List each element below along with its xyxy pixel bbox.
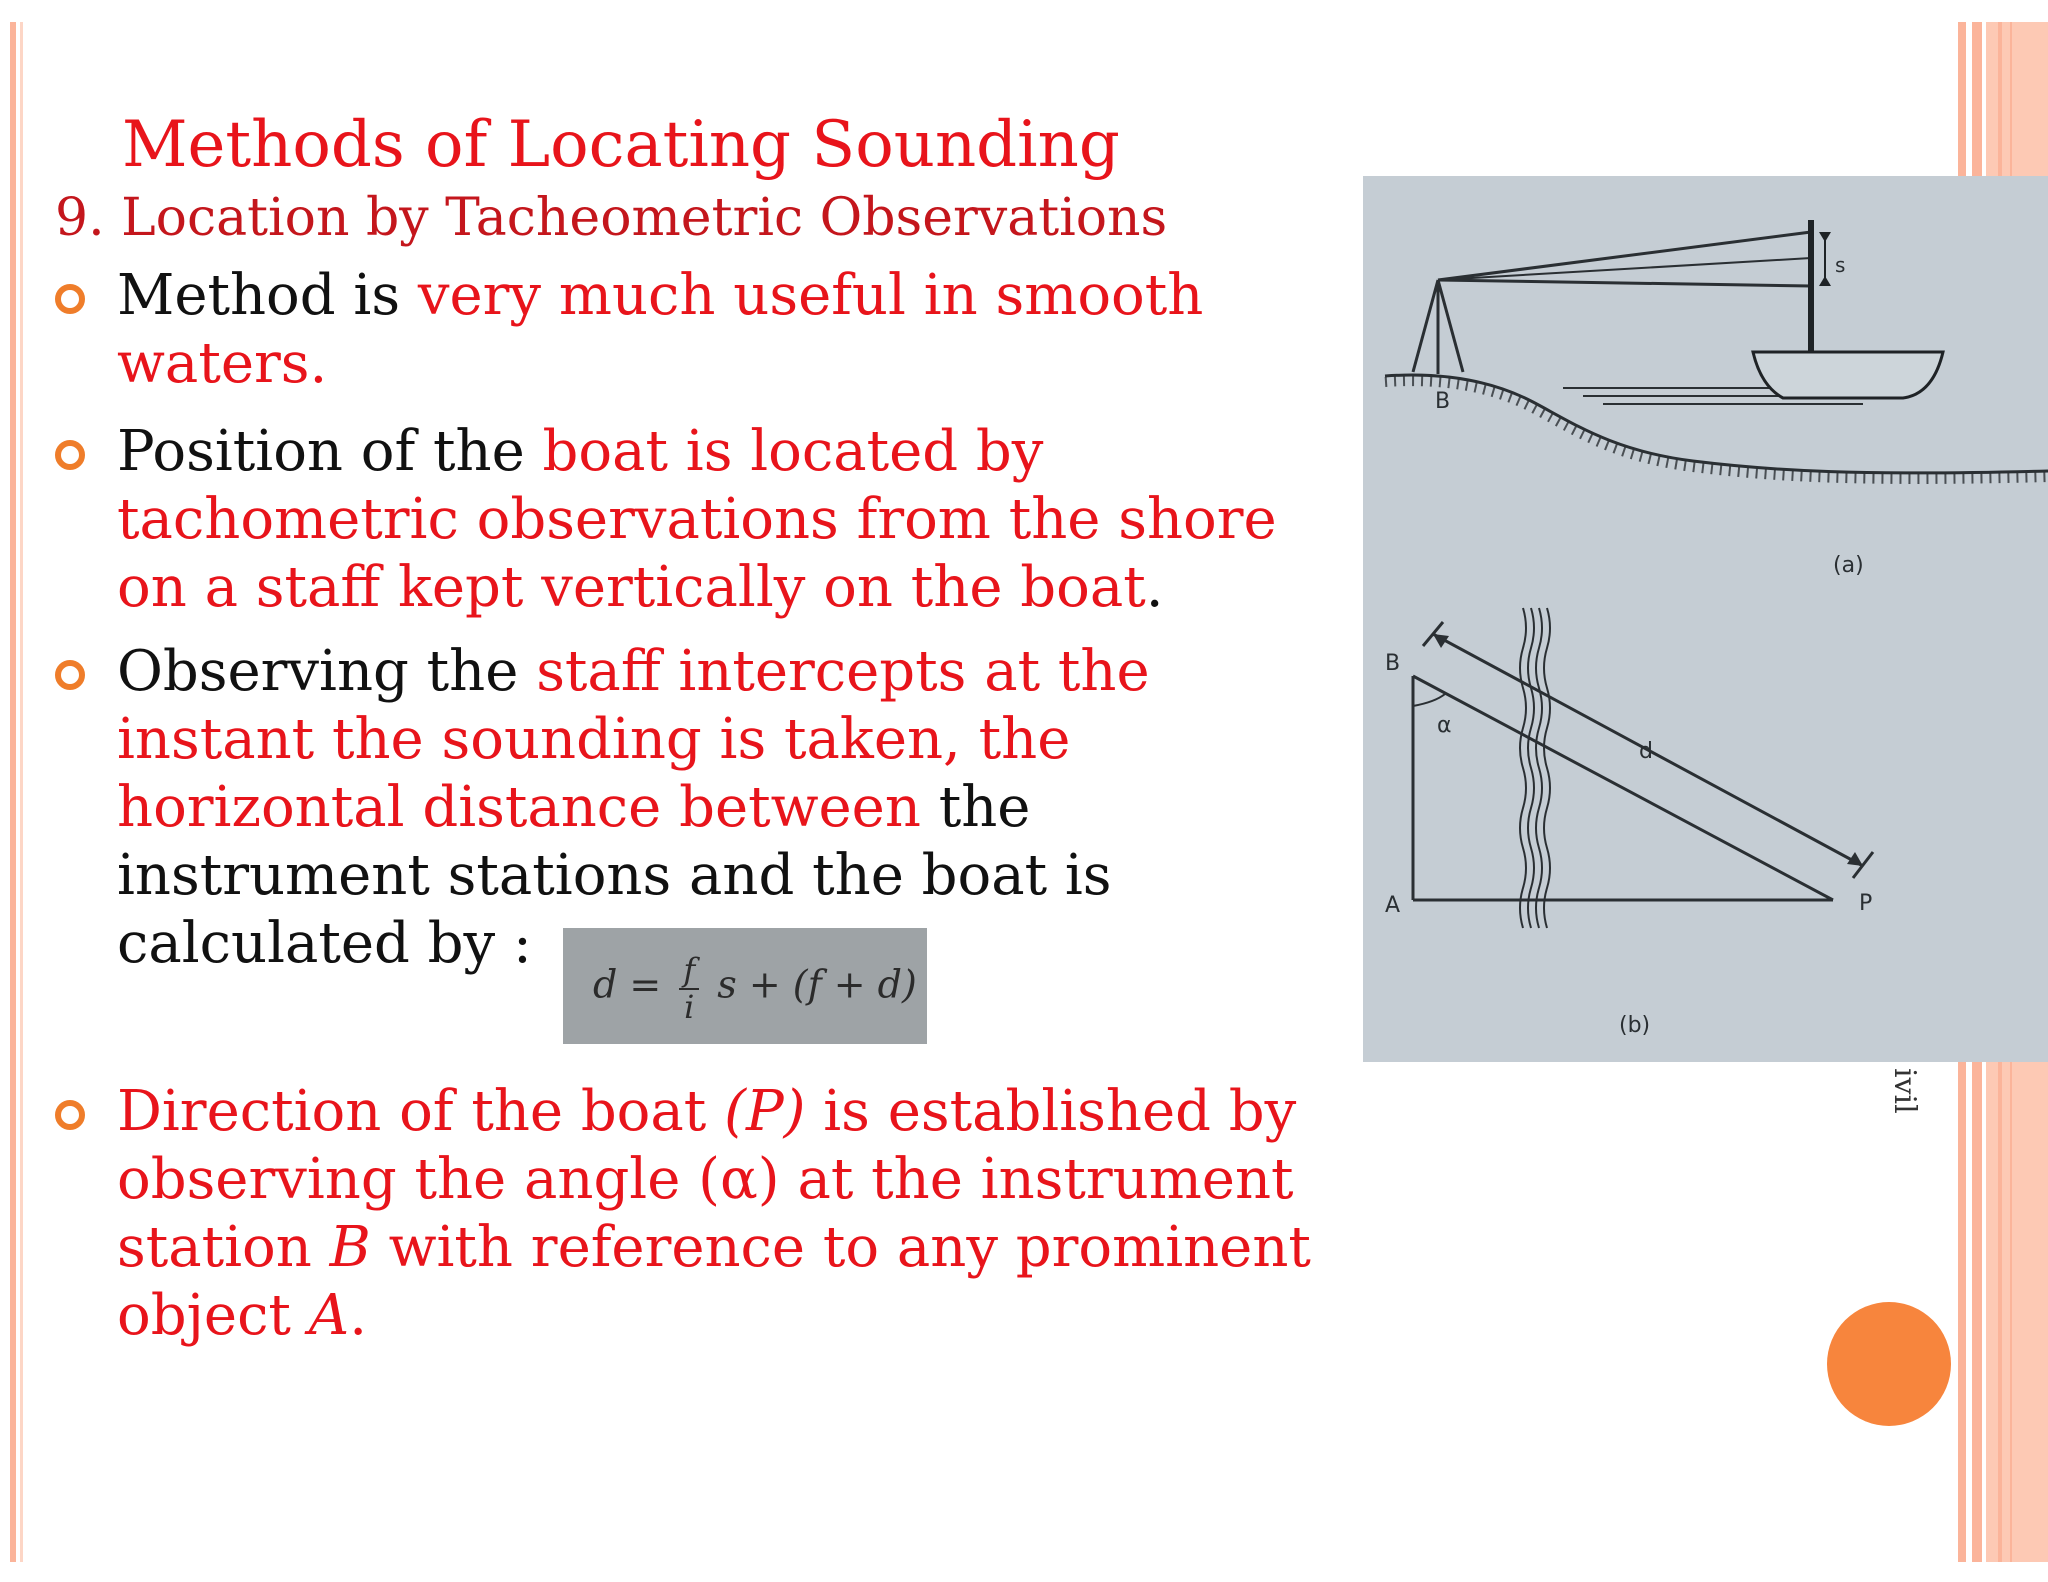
slide-title: Methods of Locating Sounding	[122, 108, 1120, 182]
bullet-marker	[55, 660, 85, 690]
label-s: s	[1835, 253, 1846, 277]
label-alpha: α	[1437, 713, 1452, 738]
caption-b: (b)	[1619, 1013, 1651, 1038]
bullet-marker	[55, 440, 85, 470]
left-decor-bar-thin	[20, 22, 23, 1562]
tacheometry-figure	[1363, 176, 2048, 1062]
section-subtitle: 9. Location by Tacheometric Observations	[55, 188, 1168, 248]
bullet-marker	[55, 1100, 85, 1130]
label-a-point: A	[1385, 893, 1401, 918]
label-p-point: P	[1859, 891, 1873, 916]
formula-image	[563, 928, 927, 1044]
bullet-marker	[55, 284, 85, 314]
left-decor-bar	[10, 22, 16, 1562]
bullet-item: Direction of the boat (P) is established by observing the angle (α) at the instrument station B with reference to any prominent object A.	[55, 1078, 1355, 1350]
label-b-top: B	[1435, 389, 1451, 414]
fraction: $\frac{f}{i}$	[679, 952, 699, 1024]
caption-a: (a)	[1833, 553, 1864, 578]
bullet-item: Observing the staff intercepts at the instant the sounding is taken, the horizontal distance between the instrument stations and the boat is calculated by :	[55, 638, 1245, 978]
bullet-item: Method is very much useful in smooth waters.	[55, 262, 1295, 398]
label-d: d	[1639, 739, 1653, 764]
tacheometric-formula: d = $\frac{f}{i}$ s + (f + d)	[593, 951, 917, 1026]
label-b-point: B	[1385, 651, 1401, 676]
bullet-item: Position of the boat is located by tachometric observations from the shore on a staff kept vertically on the boat.	[55, 418, 1335, 622]
side-footer-text: ivil	[1887, 1068, 1922, 1114]
figure-drawing	[1363, 176, 2048, 1062]
decor-circle	[1827, 1302, 1951, 1426]
